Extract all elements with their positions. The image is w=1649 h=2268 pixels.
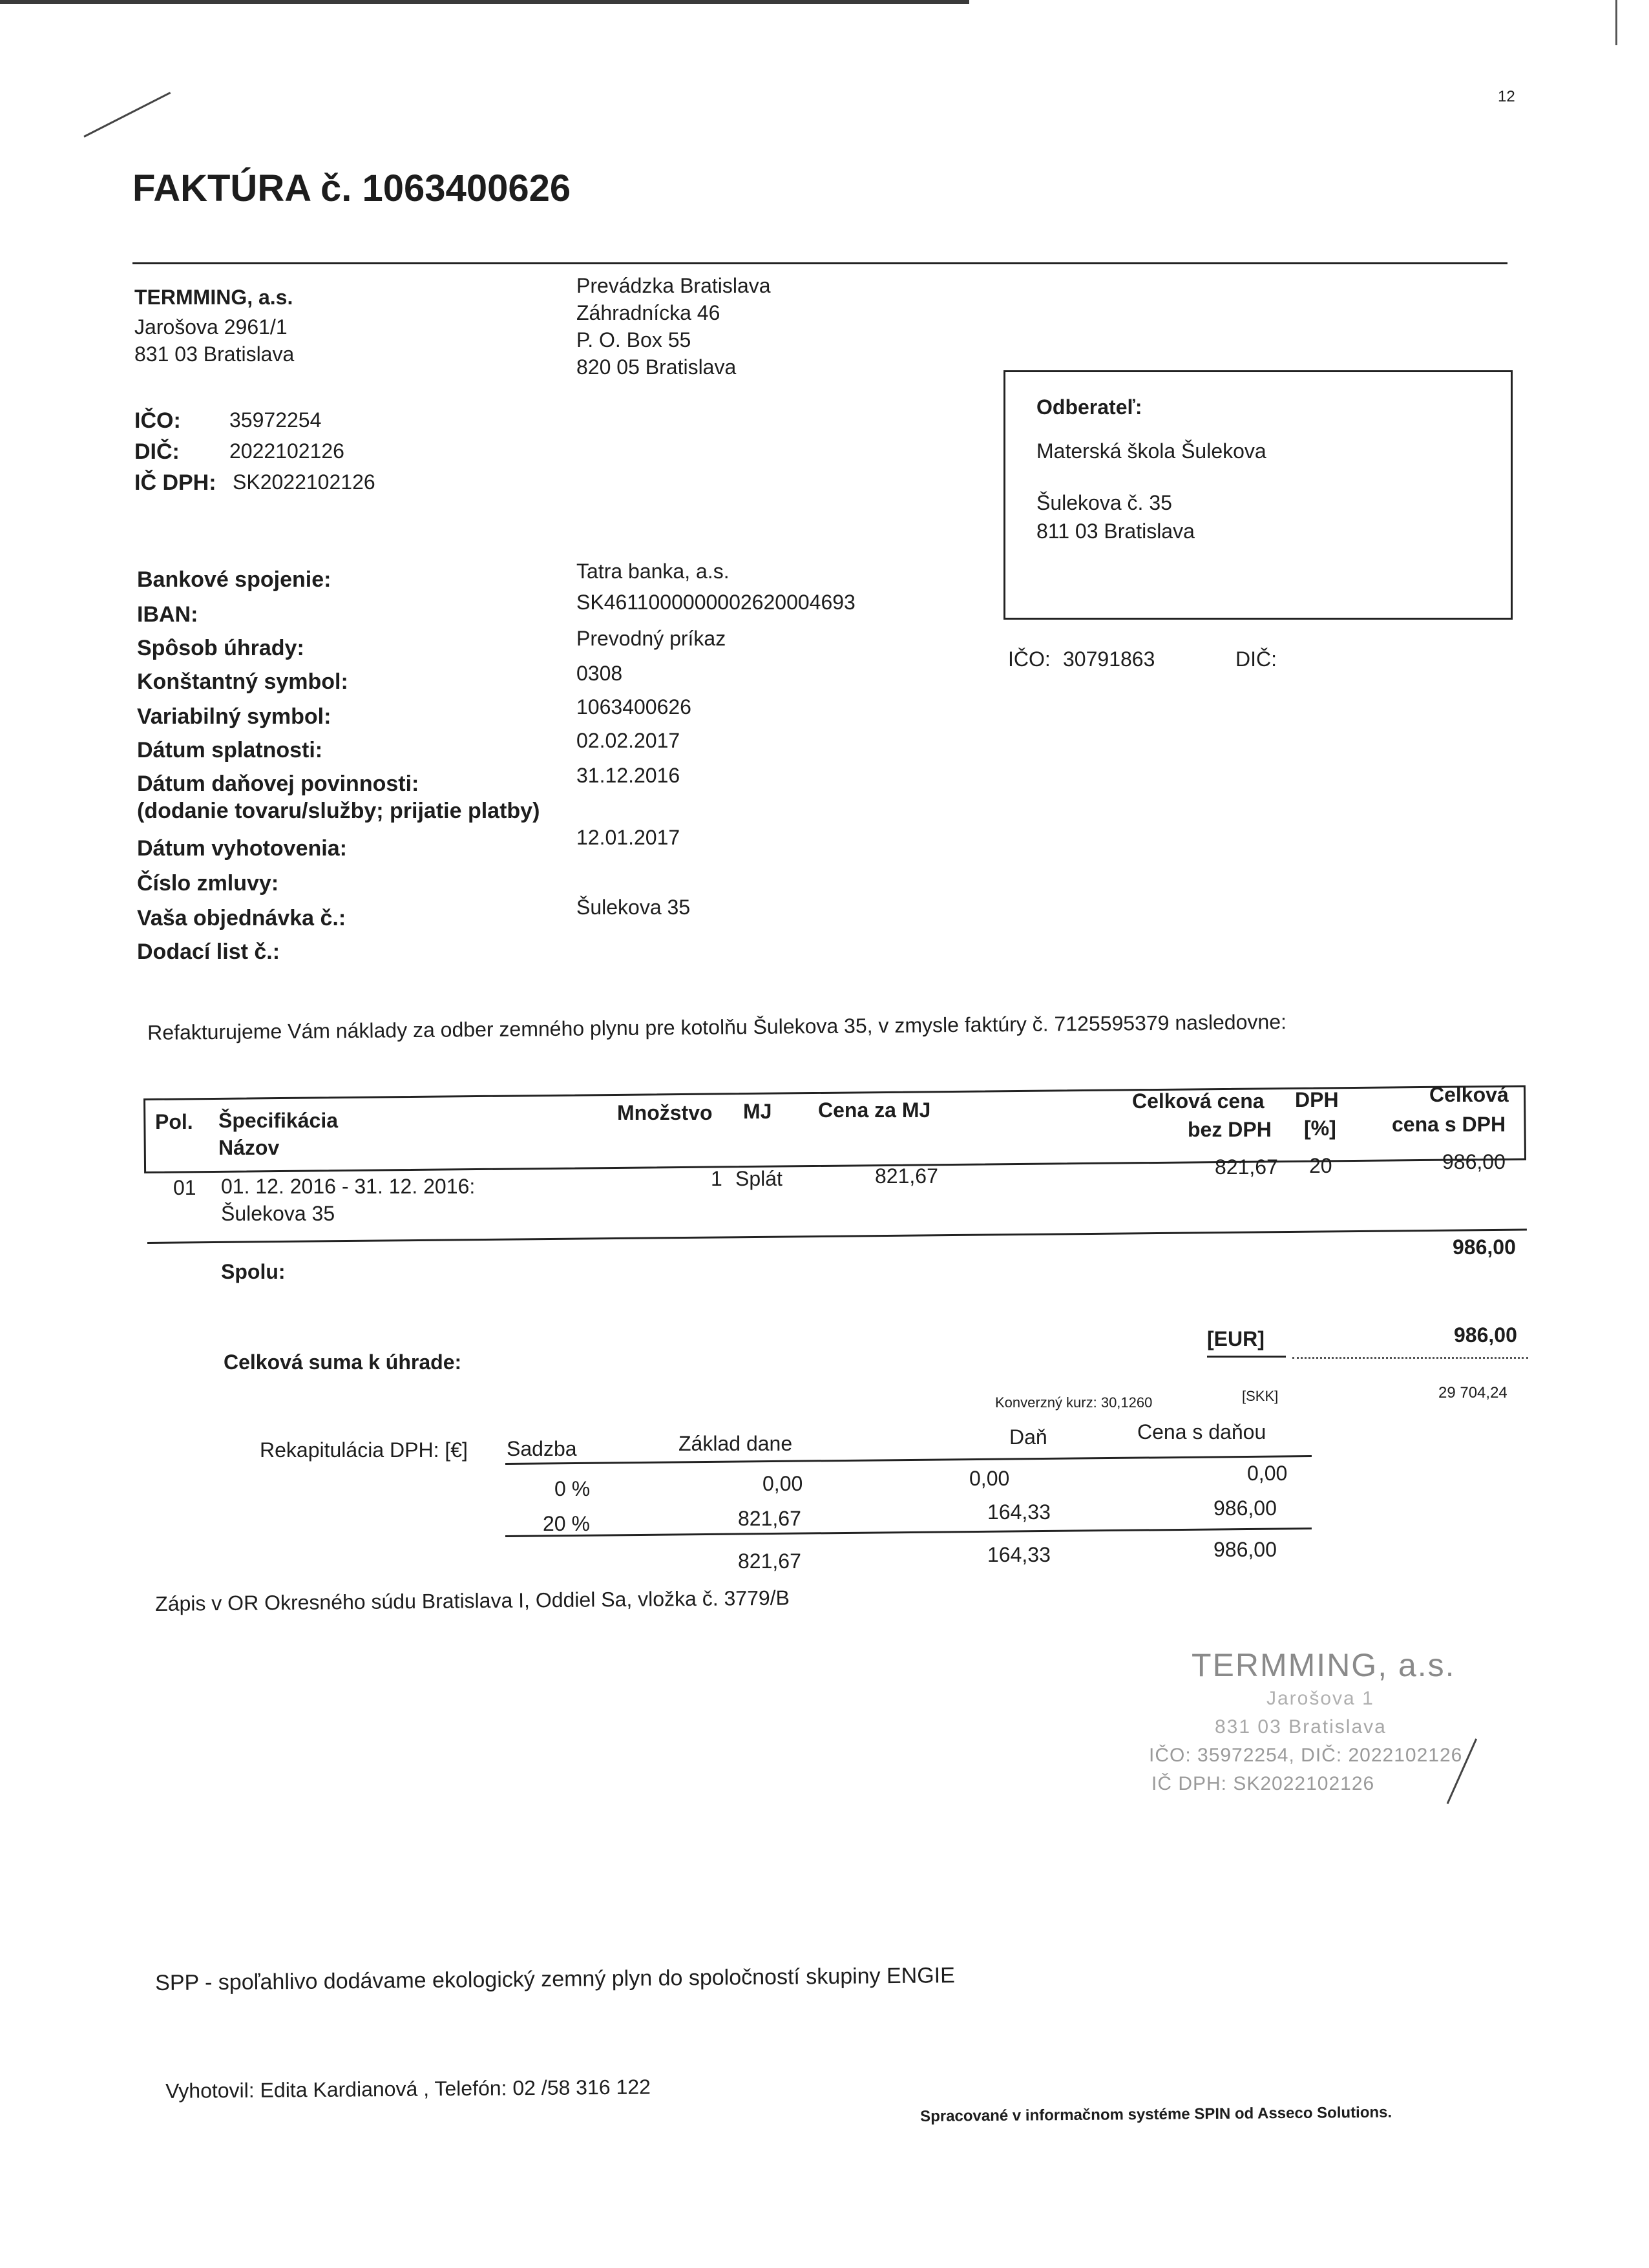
- contract-label: Číslo zmluvy:: [137, 871, 279, 896]
- supplier-dic-label: DIČ:: [134, 439, 180, 464]
- page-number: 12: [1498, 88, 1515, 105]
- iban-label: IBAN:: [137, 602, 198, 627]
- method-label: Spôsob úhrady:: [137, 636, 304, 660]
- vat-row-withtax: 986,00: [1213, 1496, 1277, 1520]
- vat-row-withtax: 0,00: [1247, 1462, 1288, 1485]
- vat-header-tax: Daň: [1009, 1425, 1047, 1449]
- header-mnozstvo: Množstvo: [617, 1101, 713, 1124]
- order-value: Šulekova 35: [576, 896, 691, 919]
- vat-header-rule: [505, 1455, 1312, 1465]
- branch-line2: Záhradnícka 46: [576, 301, 720, 324]
- header-celkova1: Celková cena: [1132, 1089, 1265, 1113]
- row-vat: 20: [1309, 1154, 1332, 1177]
- branch-line3: P. O. Box 55: [576, 328, 691, 352]
- vat-row-base: 0,00: [762, 1472, 803, 1495]
- tax-date-label-note: (dodanie tovaru/služby; prijatie platby): [137, 799, 540, 823]
- spolu-value: 986,00: [1453, 1235, 1516, 1259]
- supplier-city: 831 03 Bratislava: [134, 342, 295, 366]
- intro-text: Refakturujeme Vám náklady za odber zemného plynu pre kotolňu Šulekova 35, v zmysle faktúry č. 7125595379 nasledovne:: [147, 1010, 1287, 1044]
- method-value: Prevodný príkaz: [576, 627, 726, 650]
- header-celkova2: bez DPH: [1188, 1118, 1272, 1141]
- customer-name: Materská škola Šulekova: [1036, 439, 1266, 463]
- vat-row-rate: 20 %: [543, 1512, 590, 1535]
- customer-label: Odberateľ:: [1036, 395, 1142, 419]
- delivery-label: Dodací list č.:: [137, 940, 280, 964]
- var-symbol-value: 1063400626: [576, 695, 691, 719]
- header-sdph2: cena s DPH: [1392, 1113, 1506, 1136]
- header-cena: Cena za MJ: [818, 1098, 931, 1122]
- vat-row-base: 821,67: [738, 1507, 801, 1530]
- header-dph2: [%]: [1304, 1117, 1336, 1140]
- total-underline: [1292, 1357, 1528, 1359]
- supplier-name: TERMMING, a.s.: [134, 286, 293, 309]
- pen-mark: [83, 92, 171, 138]
- row-spec-line2: Šulekova 35: [221, 1202, 335, 1225]
- vat-header-withtax: Cena s daňou: [1137, 1420, 1266, 1444]
- spolu-label: Spolu:: [221, 1260, 286, 1283]
- table-bottom-rule: [147, 1229, 1527, 1244]
- scan-right-edge: [1615, 0, 1617, 45]
- scan-top-edge: [0, 0, 969, 4]
- customer-street: Šulekova č. 35: [1036, 491, 1172, 514]
- const-symbol-label: Konštantný symbol:: [137, 669, 348, 694]
- header-pol: Pol.: [155, 1110, 193, 1133]
- currency-label: [EUR]: [1207, 1327, 1265, 1350]
- supplier-street: Jarošova 2961/1: [134, 315, 288, 339]
- branch-line1: Prevádzka Bratislava: [576, 274, 771, 297]
- row-mj: Splát: [735, 1167, 782, 1190]
- vat-header-base: Základ dane: [678, 1432, 793, 1455]
- row-price: 821,67: [875, 1164, 938, 1188]
- vat-summary-label: Rekapitulácia DPH: [€]: [260, 1438, 468, 1462]
- stamp-line5: IČ DPH: SK2022102126: [1151, 1773, 1375, 1794]
- register-note: Zápis v OR Okresného súdu Bratislava I, Oddiel Sa, vložka č. 3779/B: [155, 1586, 790, 1615]
- total-skk: 29 704,24: [1438, 1384, 1507, 1402]
- conversion-rate: Konverzný kurz: 30,1260: [995, 1394, 1153, 1411]
- branch-line4: 820 05 Bratislava: [576, 355, 737, 379]
- vat-row-rate: 0 %: [554, 1477, 591, 1500]
- issue-date-label: Dátum vyhotovenia:: [137, 836, 347, 861]
- var-symbol-label: Variabilný symbol:: [137, 704, 331, 729]
- header-spec: Špecifikácia: [218, 1109, 338, 1132]
- vat-sum-base: 821,67: [738, 1549, 801, 1573]
- vat-sum-withtax: 986,00: [1213, 1538, 1277, 1561]
- stamp-line3: 831 03 Bratislava: [1215, 1716, 1387, 1738]
- supplier-ico: 35972254: [229, 408, 322, 432]
- vat-row-tax: 164,33: [987, 1500, 1051, 1524]
- bank-label: Bankové spojenie:: [137, 567, 331, 592]
- issue-date-value: 12.01.2017: [576, 826, 680, 849]
- header-dph1: DPH: [1295, 1088, 1339, 1111]
- row-pol: 01: [173, 1176, 196, 1199]
- vat-row-tax: 0,00: [969, 1467, 1010, 1490]
- header-nazov: Názov: [218, 1136, 280, 1159]
- stamp-line1: TERMMING, a.s.: [1192, 1647, 1456, 1683]
- issued-by: Vyhotovil: Edita Kardianová , Telefón: 02 /58 316 122: [165, 2075, 651, 2103]
- invoice-title: FAKTÚRA č. 1063400626: [132, 167, 571, 209]
- currency-underline: [1207, 1356, 1286, 1358]
- due-date-label: Dátum splatnosti:: [137, 738, 323, 762]
- stamp-line2: Jarošova 1: [1266, 1688, 1374, 1709]
- title-rule: [132, 262, 1507, 264]
- customer-dic-label: DIČ:: [1235, 647, 1277, 671]
- supplier-dic: 2022102126: [229, 439, 344, 463]
- customer-ico: 30791863: [1063, 647, 1155, 671]
- due-date-value: 02.02.2017: [576, 729, 680, 752]
- slogan: SPP - spoľahlivo dodávame ekologický zemný plyn do spoločností skupiny ENGIE: [155, 1963, 956, 1995]
- supplier-icdph: SK2022102126: [233, 470, 375, 494]
- row-qty: 1: [711, 1167, 722, 1190]
- customer-city: 811 03 Bratislava: [1036, 520, 1195, 543]
- row-spec-line1: 01. 12. 2016 - 31. 12. 2016:: [221, 1175, 476, 1198]
- header-sdph1: Celková: [1429, 1083, 1509, 1106]
- iban-value: SK4611000000002620004693: [576, 591, 856, 614]
- supplier-ico-label: IČO:: [134, 408, 181, 433]
- supplier-icdph-label: IČ DPH:: [134, 470, 216, 495]
- total-label: Celková suma k úhrade:: [224, 1350, 462, 1374]
- customer-ico-label: IČO:: [1008, 647, 1051, 671]
- const-symbol-value: 0308: [576, 662, 623, 685]
- order-label: Vaša objednávka č.:: [137, 906, 346, 930]
- vat-sum-rule: [505, 1528, 1312, 1537]
- header-mj: MJ: [743, 1100, 772, 1123]
- tax-date-label: Dátum daňovej povinnosti:: [137, 772, 419, 796]
- stamp-line4: IČO: 35972254, DIČ: 2022102126: [1149, 1745, 1463, 1766]
- vat-header-rate: Sadzba: [507, 1437, 577, 1460]
- skk-label: [SKK]: [1242, 1388, 1279, 1404]
- total-value: 986,00: [1454, 1323, 1517, 1347]
- system-note: Spracované v informačnom systéme SPIN od Asseco Solutions.: [920, 2103, 1392, 2125]
- tax-date-value: 31.12.2016: [576, 764, 680, 787]
- bank-value: Tatra banka, a.s.: [576, 560, 730, 583]
- row-total-vat: 986,00: [1442, 1150, 1506, 1173]
- vat-sum-tax: 164,33: [987, 1543, 1051, 1566]
- row-total: 821,67: [1215, 1155, 1278, 1179]
